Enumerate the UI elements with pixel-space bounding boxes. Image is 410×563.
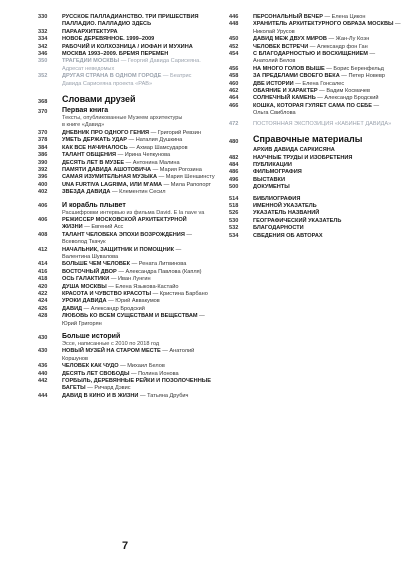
entry-title: ПАЛЛАДИО. ПАЛЛАДИО ЗДЕСЬ — [62, 21, 152, 28]
toc-entry — [38, 130, 228, 137]
entry-author: Адресат неведомых — [62, 65, 115, 72]
page-ref: 390 — [38, 159, 48, 166]
toc-entry — [229, 177, 404, 184]
page-ref: 396 — [38, 174, 48, 181]
page-ref: 482 — [229, 154, 239, 161]
entry-author: — Беатрис — [161, 73, 192, 80]
toc-entry — [38, 224, 228, 231]
page-ref: 408 — [38, 231, 48, 238]
entry-author: — Елена Языкова-Кастайо — [106, 283, 179, 290]
page-ref: 466 — [229, 102, 239, 109]
page-ref: 350 — [38, 58, 48, 65]
page-ref: 464 — [229, 95, 239, 102]
entry-title: ХРАНИТЕЛЬ АРХИТЕКТУРНОГО ОБРАЗА МОСКВЫ — [253, 21, 394, 28]
entry-author: Анатолий Белов — [253, 58, 296, 65]
toc-entry — [229, 162, 404, 169]
entry-author: — Юрий Аввакумов — [106, 298, 160, 305]
entry-title: СВЕДЕНИЯ ОБ АВТОРАХ — [253, 232, 323, 239]
entry-author: — Ирина Чепкунова — [116, 152, 171, 159]
toc-entry — [229, 110, 404, 117]
page-ref: 416 — [38, 268, 48, 275]
toc-entry — [38, 232, 228, 239]
page-ref: 530 — [229, 217, 239, 224]
toc-entry — [229, 218, 404, 225]
toc-entry — [229, 121, 404, 128]
section-heading — [38, 94, 228, 105]
page-ref: 352 — [38, 73, 48, 80]
entry-title: РАБОЧИЙ И КОЛХОЗНИЦА / ИОФАН И МУХИНА — [62, 43, 193, 50]
entry-author: — Александра Павлова (Капля) — [116, 268, 202, 275]
entry-title: АРХИВ ДАВИДА САРКИСЯНА — [253, 147, 335, 154]
page-ref: 500 — [229, 184, 239, 191]
page-ref: 480 — [229, 139, 239, 146]
entry-title: ДАВИД МЕЖ ДВУХ МИРОВ — [253, 36, 327, 43]
entry-author: — Жан-Лу Коэн — [326, 36, 370, 43]
entry-author: — Ахмар Шамсударов — [127, 144, 188, 151]
page-ref: 406 — [38, 216, 48, 223]
entry-title: БИБЛИОГРАФИЯ — [253, 195, 301, 202]
entry-title: ЖИЗНИ — [62, 224, 83, 231]
toc-entry — [38, 348, 228, 355]
toc-entry — [229, 58, 404, 65]
entry-title: ЗВЕЗДА ДАВИДА — [62, 189, 111, 196]
entry-author: — Татьяна Друбич — [138, 392, 189, 399]
entry-title: ДУША МОСКВЫ — [62, 283, 107, 290]
toc-entry — [229, 95, 404, 102]
entry-author: — Кристина Барбано — [151, 291, 208, 297]
entry-author: — Мила Рапопорт — [162, 181, 211, 188]
toc-entry — [38, 298, 228, 305]
page-ref: 378 — [38, 137, 48, 144]
toc-entry — [38, 29, 228, 36]
page-ref: 392 — [38, 166, 48, 173]
entry-title: UNA FURTIVA LAGRIMA, ИЛИ M'AMA — [62, 181, 163, 188]
toc-entry — [229, 73, 404, 80]
entry-title: БАГЕТЫ — [62, 385, 86, 392]
entry-title: ЗА ПРЕДЕЛАМИ СВОЕГО ВЕКА — [253, 73, 340, 80]
entry-title: НОВЫЙ МУЗЕЙ НА СТАРОМ МЕСТЕ — [62, 348, 161, 355]
page-ref: 484 — [229, 161, 239, 168]
toc-entry — [38, 371, 228, 378]
entry-title: ЧЕЛОВЕК ВСТРЕЧИ — [253, 43, 309, 50]
page-ref: 412 — [38, 246, 48, 253]
entry-title: СОЛНЕЧНЫЙ КАМЕНЬ — [253, 95, 316, 102]
entry-title: НОВОЕ ДЕРЕВЯННОЕ. 1999–2009 — [62, 36, 155, 43]
entry-author: — Анатолий — [160, 348, 195, 355]
entry-title: КОШКА, КОТОРАЯ ГУЛЯЕТ САМА ПО СЕБЕ — [253, 102, 372, 109]
entry-title: РЕЖИССЕР МОСКОВСКОЙ АРХИТЕКТУРНОЙ — [62, 216, 187, 223]
entry-title: ТАЛАНТ ЧЕЛОВЕКА ЭПОХИ ВОЗРОЖДЕНИЯ — [62, 231, 185, 238]
toc-entry — [38, 167, 228, 174]
entry-title: Больше историй — [62, 333, 121, 341]
subsection-heading — [38, 106, 228, 115]
toc-entry — [38, 378, 228, 385]
entry-author: — — [184, 231, 193, 238]
toc-entry — [38, 36, 228, 43]
page-ref: 456 — [229, 65, 239, 72]
toc-entry — [229, 196, 404, 203]
toc-entry — [229, 233, 404, 240]
toc-entry — [38, 356, 228, 363]
page-ref: 386 — [38, 152, 48, 159]
page-ref: 420 — [38, 283, 48, 290]
toc-entry — [38, 73, 228, 80]
section-heading — [229, 134, 404, 145]
page-ref: 430 — [38, 348, 48, 355]
entry-title: БОЛЬШЕ ЧЕМ ЧЕЛОВЕК — [62, 261, 131, 268]
section-note: в книге «Давид» — [62, 122, 105, 129]
toc-entry — [38, 14, 228, 21]
entry-author: — Мария Шеншинсту — [157, 174, 215, 181]
entry-title: ИМЕННОЙ УКАЗАТЕЛЬ — [253, 202, 317, 209]
toc-entry — [229, 225, 404, 232]
entry-author: Коршунов — [62, 355, 88, 362]
entry-author: — — [197, 313, 205, 320]
entry-title: ПУБЛИКАЦИИ — [253, 161, 292, 168]
toc-entry — [38, 81, 228, 88]
entry-title: УРОКИ ДАВИДА — [62, 298, 107, 305]
page-ref: 486 — [229, 169, 239, 176]
entry-author: — — [371, 102, 380, 109]
toc-entry — [229, 14, 404, 21]
toc-entry — [38, 115, 228, 122]
entry-author: — Григорий Ревзин — [149, 129, 201, 136]
page-ref: 472 — [229, 120, 239, 127]
entry-title: ДНЕВНИК ПРО ОДНОГО ГЕНИЯ — [62, 129, 150, 136]
page-ref: 418 — [38, 276, 48, 283]
entry-title: ДЕСЯТЬ ЛЕТ В МУЗЕЕ — [62, 159, 125, 166]
page-ref: 332 — [38, 28, 48, 35]
entry-author: — Рената Литвинова — [130, 261, 187, 268]
toc-entry — [38, 269, 228, 276]
entry-title: ВОСТОЧНЫЙ ДВОР — [62, 268, 117, 275]
toc-entry — [229, 184, 404, 191]
toc-entry — [38, 160, 228, 167]
entry-author: Николай Урусов — [253, 28, 295, 35]
page-ref: 450 — [229, 36, 239, 43]
page-ref: 452 — [229, 43, 239, 50]
entry-author: — Вадим Космачев — [317, 88, 370, 95]
entry-title: Справочные материалы — [253, 134, 363, 145]
entry-author: Юрий Григорян — [62, 320, 102, 327]
page-ref: 402 — [38, 189, 48, 196]
entry-author: — Ричард Дэвис — [85, 385, 131, 392]
entry-title: МОСКВА 1993–2009. БРЕМЯ ПЕРЕМЕН — [62, 51, 169, 58]
toc-entry — [229, 44, 404, 51]
toc-entry — [38, 145, 228, 152]
entry-title: НАУЧНЫЕ ТРУДЫ И ИЗОБРЕТЕНИЯ — [253, 154, 353, 161]
page-ref: 346 — [38, 51, 48, 58]
entry-title: С БЛАГОДАРНОСТЬЮ И ВОСХИЩЕНИЕМ — [253, 51, 368, 58]
entry-title: ПЕРСОНАЛЬНЫЙ ВЕЧЕР — [253, 14, 323, 20]
entry-title: ВЫСТАВКИ — [253, 176, 285, 183]
entry-title: ДАВИД В КИНО И В ЖИЗНИ — [62, 392, 139, 399]
entry-title: РУССКОЕ ПАЛЛАДИАНСТВО. ТРИ ПРИШЕСТВИЯ — [62, 14, 199, 20]
entry-title: ДРУГАЯ СТРАНА В ОДНОМ ГОРОДЕ — [62, 73, 162, 80]
entry-author: — Александр Бродский — [82, 305, 145, 312]
entry-author: — — [367, 51, 376, 58]
entry-author: — — [393, 21, 401, 28]
toc-entry — [229, 169, 404, 176]
entry-author: — Михаил Белов — [118, 363, 165, 370]
entry-title: ДЕСЯТЬ ЛЕТ СВОБОДЫ — [62, 370, 130, 377]
page-number: 7 — [122, 540, 129, 552]
page-ref: 400 — [38, 181, 48, 188]
page-ref: 330 — [38, 14, 48, 20]
toc-entry — [38, 210, 228, 217]
toc-entry — [38, 393, 228, 400]
entry-title: ДОКУМЕНТЫ — [253, 184, 290, 191]
toc-entry — [38, 313, 228, 320]
toc-entry — [229, 155, 404, 162]
entry-title: ГЕОГРАФИЧЕСКИЙ УКАЗАТЕЛЬ — [253, 217, 342, 224]
entry-title: ЧЕЛОВЕК КАК ЧУДО — [62, 363, 119, 370]
page-ref: 342 — [38, 43, 48, 50]
page-ref: 534 — [229, 232, 239, 239]
toc-left-column — [38, 14, 228, 400]
toc-entry — [38, 21, 228, 28]
entry-title: ТАЛАНТ ОБЩЕНИЯ — [62, 152, 117, 159]
toc-entry — [38, 254, 228, 261]
toc-entry — [229, 81, 404, 88]
entry-author: ПОСТОЯННАЯ ЭКСПОЗИЦИЯ «КАБИНЕТ ДАВИДА» — [253, 120, 392, 127]
entry-author: — Борис Беренфельд — [324, 65, 384, 72]
toc-entry — [38, 152, 228, 159]
entry-title: БЛАГОДАРНОСТИ — [253, 225, 304, 232]
page-ref: 422 — [38, 291, 48, 297]
page-ref: 334 — [38, 36, 48, 43]
page-ref: 430 — [38, 334, 48, 341]
toc-entry — [38, 58, 228, 65]
page-ref: 460 — [229, 80, 239, 87]
entry-author: Всеволод Ткачук — [62, 239, 106, 246]
page-ref: 514 — [229, 195, 239, 202]
page-ref: 370 — [38, 129, 48, 136]
toc-entry — [38, 321, 228, 328]
entry-title: НАЧАЛЬНИК, ЗАЩИТНИК И ПОМОЩНИК — [62, 246, 175, 253]
toc-entry — [38, 239, 228, 246]
page-ref: 532 — [229, 225, 239, 232]
page-ref: 448 — [229, 21, 239, 28]
toc-entry — [38, 276, 228, 283]
entry-author: Давида Сарисеяна проекта «РАВ» — [62, 80, 153, 87]
page-ref: 462 — [229, 88, 239, 95]
entry-author: — Александр фон Ган — [308, 43, 368, 50]
entry-title: НА МНОГО ГОЛОВ ВЫШЕ — [253, 65, 325, 72]
toc-entry — [38, 66, 228, 73]
toc-entry — [229, 21, 404, 28]
toc-entry — [229, 29, 404, 36]
toc-entry — [38, 363, 228, 370]
page-ref: 446 — [229, 14, 239, 20]
entry-author: — Полина Ионова — [129, 370, 179, 377]
entry-title: ОСЬ ГАЛАКТИКИ — [62, 276, 110, 283]
entry-title: ТРАГЕДИИ МОСКВЫ — [62, 58, 120, 65]
page-ref: 384 — [38, 144, 48, 151]
entry-title: УКАЗАТЕЛЬ НАЗВАНИЙ — [253, 210, 320, 217]
page-ref: 440 — [38, 370, 48, 377]
page-ref: 424 — [38, 298, 48, 305]
page-ref: 368 — [38, 99, 48, 106]
page-ref: 518 — [229, 202, 239, 209]
page-ref: 454 — [229, 51, 239, 58]
entry-author: — Георгий Давида Сарисеяна. — [119, 58, 201, 65]
entry-title: ЛЮБОВЬ КО ВСЕМ СУЩЕСТВАМ И ВЕЩЕСТВАМ — [62, 313, 198, 320]
section-note: Расшифровки интервью из фильма David. E la nave va — [62, 209, 205, 216]
entry-title: УМЕТЬ ДЕРЖАТЬ УДАР — [62, 137, 127, 144]
entry-author: — Наталия Душкина — [127, 137, 183, 144]
toc-entry — [38, 182, 228, 189]
entry-author: — Клементин Сесил — [110, 189, 166, 196]
page-ref: 426 — [38, 305, 48, 312]
page-ref: 370 — [38, 108, 48, 115]
toc-entry — [38, 189, 228, 196]
entry-author: — Петер Новевр — [339, 73, 385, 80]
page-ref: 526 — [229, 210, 239, 217]
entry-author: — Елена Гонсалес — [293, 80, 345, 87]
toc-entry — [38, 385, 228, 392]
toc-entry — [38, 44, 228, 51]
section-note: Эссе, написанные с 2010 по 2018 год — [62, 341, 160, 348]
entry-author: — Иван Лунгин — [109, 276, 151, 283]
entry-author: Ольга Свиблова — [253, 110, 296, 117]
toc-entry — [38, 137, 228, 144]
entry-title: ГОРБЫЛЬ, ДЕРЕВЯННЫЕ РЕЙКИ И ПОЗОЛОЧЕННЫЕ — [62, 378, 211, 385]
entry-title: ОБАЯНИЕ И ХАРАКТЕР — [253, 88, 318, 95]
toc-entry — [229, 36, 404, 43]
entry-title: Словами друзей — [62, 94, 136, 105]
toc-right-column — [229, 14, 404, 240]
entry-title: ФИЛЬМОГРАФИЯ — [253, 169, 302, 176]
page-ref: 458 — [229, 73, 239, 80]
page-ref: 406 — [38, 203, 48, 210]
entry-title: И корабль плывет — [62, 201, 126, 209]
toc-entry — [38, 174, 228, 181]
toc-entry — [229, 210, 404, 217]
page-ref: 428 — [38, 313, 48, 320]
toc-entry — [229, 147, 404, 154]
toc-entry — [38, 122, 228, 129]
page-ref: 436 — [38, 363, 48, 370]
entry-title: Первая книга — [62, 107, 109, 115]
toc-entry — [38, 247, 228, 254]
entry-author: — Евгений Асс — [82, 224, 124, 231]
toc-entry — [229, 103, 404, 110]
toc-entry — [38, 284, 228, 291]
page-ref: 442 — [38, 378, 48, 385]
entry-author: Валентина Шувалова — [62, 253, 119, 260]
entry-title: КАК ВСЕ НАЧИНАЛОСЬ — [62, 144, 128, 151]
toc-entry — [38, 261, 228, 268]
section-note: Тексты, опубликованные Музеем архитектуры — [62, 115, 183, 122]
entry-author: — Александр Бродский — [315, 95, 379, 102]
toc-entry — [229, 66, 404, 73]
entry-title: ДВЕ ИСТОРИИ — [253, 80, 294, 87]
toc-entry — [38, 306, 228, 313]
entry-title: ПАМЯТИ ДАВИДА АШОТОВИЧА — [62, 166, 152, 173]
entry-title: ДАВИД — [62, 305, 83, 312]
subsection-heading — [38, 201, 228, 210]
page-ref: 444 — [38, 392, 48, 399]
entry-title: КРАСОТА И ЧУВСТВО КРАСОТЫ — [62, 291, 152, 297]
entry-author: — — [174, 246, 182, 253]
entry-title: ПАРААРХИТЕКТУРА — [62, 28, 118, 35]
page-ref: 414 — [38, 261, 48, 268]
subsection-heading — [38, 332, 228, 341]
entry-author: — Елена Цикон — [322, 14, 366, 20]
entry-author: — Мария Рогозина — [151, 166, 202, 173]
entry-title: САМАЯ ИЗУМИТЕЛЬНАЯ МУЗЫКА — [62, 174, 158, 181]
page-ref: 496 — [229, 176, 239, 183]
entry-author: — Антонина Малина — [124, 159, 180, 166]
